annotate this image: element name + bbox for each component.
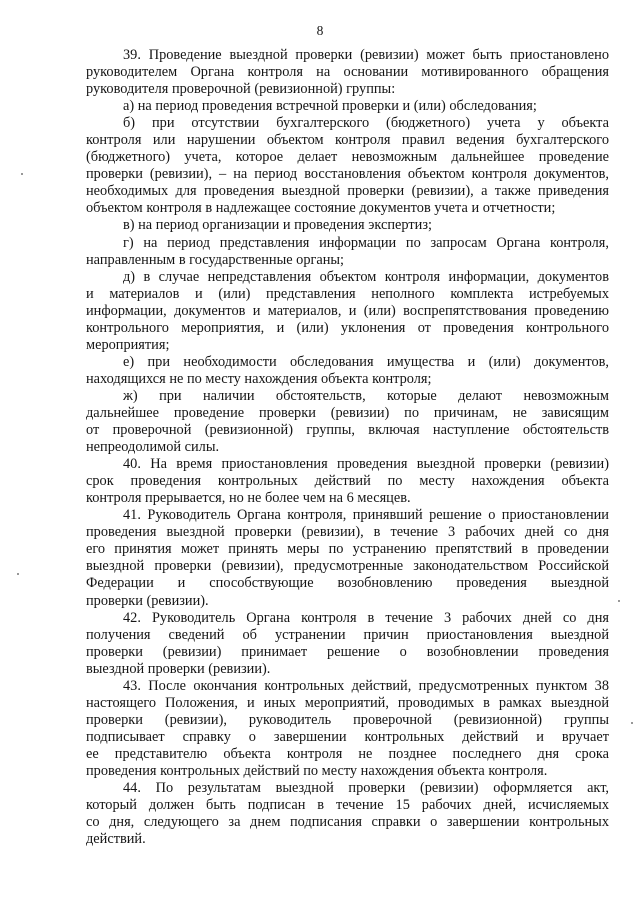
paragraph-p41 [86, 507, 609, 609]
text-line: необходимых для проведения выездной проверки (ревизии), а также приведения [86, 183, 609, 200]
text-line: 40. На время приостановления проведения выездной проверки (ревизии) [123, 456, 609, 473]
text-line: объектом контроля в надлежащее состояние документов учета и отчетности; [86, 200, 556, 217]
text-line: дальнейшее проведение проверки (ревизии) по причинам, не зависящим [86, 404, 609, 421]
text-line: информации, документов и материалов, и (или) воспрепятствования проведению [86, 302, 609, 319]
text-line: контрольного мероприятия, и (или) уклонения от проведения контрольного [86, 319, 609, 336]
paragraph-p44 [86, 780, 609, 848]
text-line: выездной проверки (ревизии). [86, 660, 271, 677]
text-line: срок проведения контрольных действий по месту нахождения объекта [86, 473, 609, 490]
paragraph-p42 [86, 610, 609, 678]
text-line: и материалов и (или) представления неполного комплекта истребуемых [86, 285, 609, 302]
text-line: проверки (ревизии), руководитель проверочной (ревизионной) группы [86, 711, 609, 728]
text-line: ее представителю объекта контроля не позднее последнего дня срока [86, 745, 609, 762]
text-line: а) на период проведения встречной проверки и (или) обследования; [123, 98, 537, 115]
text-line: проверки (ревизии). [86, 592, 209, 609]
text-line: Федерации и способствующие возобновлению проведения выездной [86, 575, 609, 592]
text-line: контроля прерывается, но не более чем на 6 месяцев. [86, 490, 411, 507]
text-line: проверки (ревизии) принимает решение о возобновлении проведения [86, 643, 609, 660]
margin-mark [631, 722, 633, 724]
text-line: направленным в государственные органы; [86, 251, 345, 268]
text-line: находящихся не по месту нахождения объекта контроля; [86, 370, 432, 387]
document-body [86, 47, 609, 848]
paragraph-p39e [86, 354, 609, 388]
paragraph-p39zh [86, 388, 609, 456]
text-line: 39. Проведение выездной проверки (ревизии) может быть приостановлено [123, 47, 609, 63]
text-line: руководителя проверочной (ревизионной) группы: [86, 81, 396, 98]
text-line: проверки (ревизии), – на период восстановления объектом контроля документов, [86, 166, 609, 183]
paragraph-p39g [86, 235, 609, 269]
paragraph-p40 [86, 456, 609, 507]
paragraph-p39v [86, 217, 609, 234]
text-line: (бюджетного) учета, которое делает невозможным дальнейшее проведение [86, 149, 609, 166]
text-line: действий. [86, 831, 146, 848]
text-line: е) при необходимости обследования имущества и (или) документов, [123, 353, 609, 370]
text-line: б) при отсутствии бухгалтерского (бюджетного) учета у объекта [123, 115, 609, 132]
text-line: ж) при наличии обстоятельств, которые делают невозможным [123, 387, 609, 404]
text-line: проведения выездной проверки (ревизии), в течение 3 рабочих дней со дня [86, 524, 609, 541]
margin-mark [618, 600, 620, 602]
text-line: контроля или нарушении объектом контроля правил ведения бухгалтерского [86, 132, 609, 149]
text-line: который должен быть подписан в течение 15 рабочих дней, исчисляемых [86, 797, 609, 814]
text-line: руководителем Органа контроля на основании мотивированного обращения [86, 64, 609, 81]
text-line: настоящего Положения, и иных мероприятий, проводимых в рамках выездной [86, 694, 609, 711]
text-line: г) на период представления информации по запросам Органа контроля, [123, 234, 609, 251]
text-line: 43. После окончания контрольных действий, предусмотренных пунктом 38 [123, 677, 609, 694]
margin-mark [17, 573, 19, 575]
paragraph-p39a [86, 98, 609, 115]
text-line: непреодолимой силы. [86, 439, 220, 456]
text-line: 42. Руководитель Органа контроля в течение 3 рабочих дней со дня [123, 609, 609, 626]
text-line: его принятия может принять меры по устранению препятствий в проведении [86, 541, 609, 558]
margin-mark [21, 173, 23, 175]
text-line: проведения контрольных действий по месту нахождения объекта контроля. [86, 762, 548, 779]
text-line: в) на период организации и проведения экспертиз; [123, 217, 432, 234]
page-number: 8 [316, 23, 324, 38]
text-line: со дня, следующего за днем подписания справки о завершении контрольных [86, 814, 609, 831]
paragraph-p43 [86, 678, 609, 780]
paragraph-p39b [86, 115, 609, 217]
text-line: д) в случае непредставления объектом контроля информации, документов [123, 268, 609, 285]
text-line: подписывает справку о завершении контрольных действий и вручает [86, 728, 609, 745]
text-line: выездной проверки (ревизии), предусмотренные законодательством Российской [86, 558, 609, 575]
text-line: мероприятия; [86, 336, 170, 353]
paragraph-p39d [86, 269, 609, 354]
text-line: получения сведений об устранении причин приостановления выездной [86, 626, 609, 643]
text-line: 41. Руководитель Органа контроля, принявший решение о приостановлении [123, 507, 609, 524]
text-line: от проверочной (ревизионной) группы, включая наступление обстоятельств [86, 422, 609, 439]
text-line: 44. По результатам выездной проверки (ревизии) оформляется акт, [123, 780, 609, 797]
paragraph-p39 [86, 47, 609, 98]
